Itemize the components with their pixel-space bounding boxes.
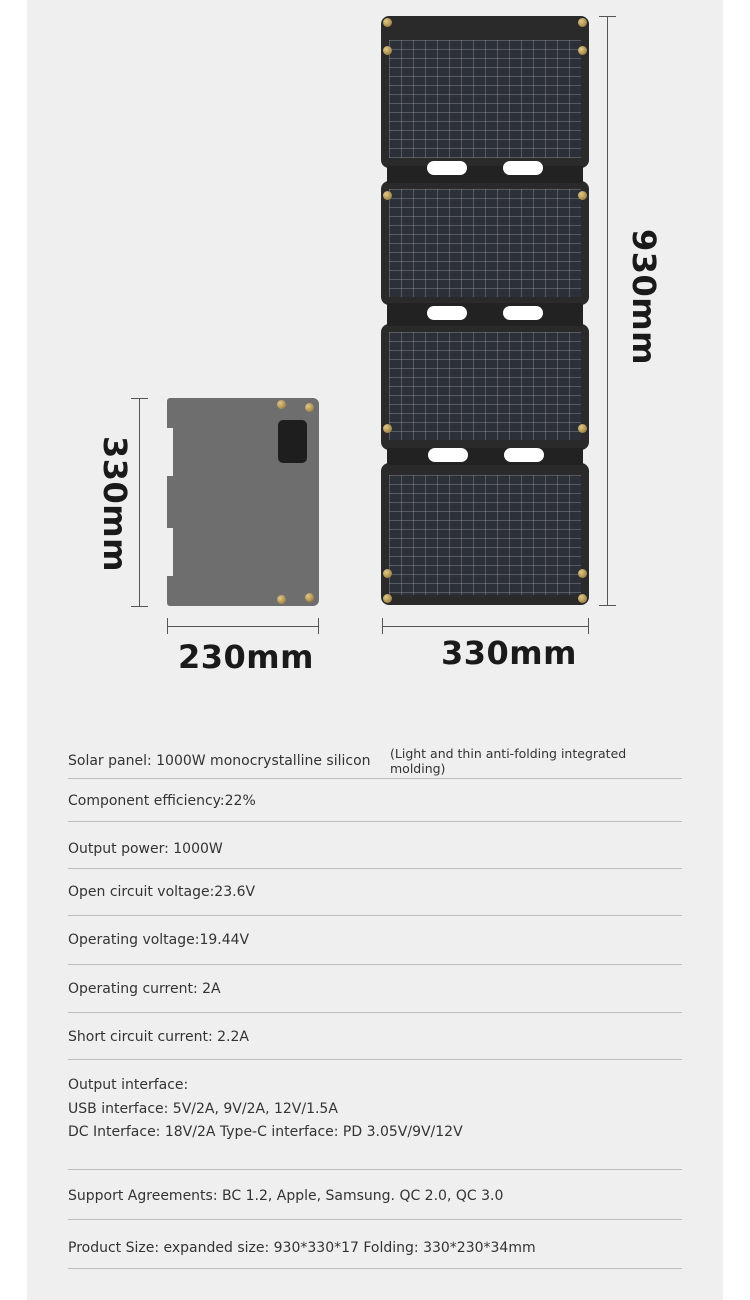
- unfolded-width-label: 330mm: [441, 634, 577, 672]
- unfolded-height-dimension-line: [607, 16, 608, 605]
- solar-cells: [389, 189, 581, 297]
- spec-dc-interface: DC Interface: 18V/2A Type-C interface: PD 3.05V/9V/12V: [68, 1124, 463, 1140]
- rivet: [383, 18, 392, 27]
- rivet: [305, 593, 314, 602]
- spec-operating-voltage: Operating voltage:19.44V: [68, 932, 250, 948]
- hinge-strip: [387, 166, 583, 183]
- carry-hole: [427, 161, 467, 175]
- spec-solar-panel: Solar panel: 1000W monocrystalline silicon: [68, 753, 371, 769]
- rivet: [578, 569, 587, 578]
- rivet: [383, 191, 392, 200]
- spec-open-circuit-voltage: Open circuit voltage:23.6V: [68, 884, 256, 900]
- rivet: [305, 403, 314, 412]
- folded-width-dimension-line: [167, 626, 319, 627]
- divider: [68, 964, 682, 965]
- carry-hole: [504, 448, 544, 462]
- spec-short-circuit-current: Short circuit current: 2.2A: [68, 1029, 249, 1045]
- spec-output-power: Output power: 1000W: [68, 841, 223, 857]
- unfolded-panel: [381, 16, 589, 605]
- solar-cells: [389, 332, 581, 440]
- folded-height-tick-bottom: [131, 606, 148, 607]
- rivet: [383, 424, 392, 433]
- folded-width-tick-left: [167, 618, 168, 634]
- rivet: [578, 594, 587, 603]
- spec-output-interface-title: Output interface:: [68, 1077, 189, 1093]
- panel-notch: [167, 428, 173, 476]
- rivet: [578, 191, 587, 200]
- hinge-strip: [387, 303, 583, 326]
- carry-hole: [427, 306, 467, 320]
- carry-hole: [503, 161, 543, 175]
- unfolded-width-tick-right: [588, 618, 589, 634]
- rivet: [383, 569, 392, 578]
- divider: [68, 1012, 682, 1013]
- folded-height-label: 330mm: [95, 436, 134, 572]
- panel-segment: [381, 324, 589, 450]
- panel-segment: [381, 181, 589, 305]
- rivet: [578, 18, 587, 27]
- rivet: [578, 46, 587, 55]
- spec-usb-interface: USB interface: 5V/2A, 9V/2A, 12V/1.5A: [68, 1101, 338, 1117]
- divider: [68, 1219, 682, 1220]
- output-pocket: [278, 420, 307, 463]
- unfolded-height-tick-top: [599, 16, 616, 17]
- rivet: [277, 400, 286, 409]
- panel-notch: [167, 528, 173, 576]
- divider: [68, 778, 682, 779]
- divider: [68, 821, 682, 822]
- panel-segment: [381, 16, 589, 168]
- divider: [68, 1169, 682, 1170]
- unfolded-width-tick-left: [382, 618, 383, 634]
- folded-height-dimension-line: [139, 398, 140, 606]
- unfolded-width-dimension-line: [382, 626, 589, 627]
- solar-cells: [389, 40, 581, 158]
- hinge-strip: [387, 448, 583, 465]
- spec-operating-current: Operating current: 2A: [68, 981, 221, 997]
- spec-product-size: Product Size: expanded size: 930*330*17 Folding: 330*230*34mm: [68, 1240, 536, 1256]
- solar-cells: [389, 475, 581, 595]
- rivet: [383, 46, 392, 55]
- folded-width-tick-right: [318, 618, 319, 634]
- folded-width-label: 230mm: [178, 638, 314, 676]
- spec-solar-panel-note: (Light and thin anti-folding integrated molding): [390, 746, 627, 776]
- folded-height-tick-top: [131, 398, 148, 399]
- unfolded-height-tick-bottom: [599, 605, 616, 606]
- carry-hole: [428, 448, 468, 462]
- unfolded-height-label: 930mm: [624, 229, 663, 365]
- panel-segment: [381, 463, 589, 605]
- rivet: [578, 424, 587, 433]
- folded-panel: [167, 398, 319, 606]
- divider: [68, 868, 682, 869]
- rivet: [277, 595, 286, 604]
- divider: [68, 915, 682, 916]
- divider: [68, 1059, 682, 1060]
- divider: [68, 1268, 682, 1269]
- carry-hole: [503, 306, 543, 320]
- rivet: [383, 594, 392, 603]
- spec-support-agreements: Support Agreements: BC 1.2, Apple, Samsung. QC 2.0, QC 3.0: [68, 1188, 504, 1204]
- spec-efficiency: Component efficiency:22%: [68, 793, 256, 809]
